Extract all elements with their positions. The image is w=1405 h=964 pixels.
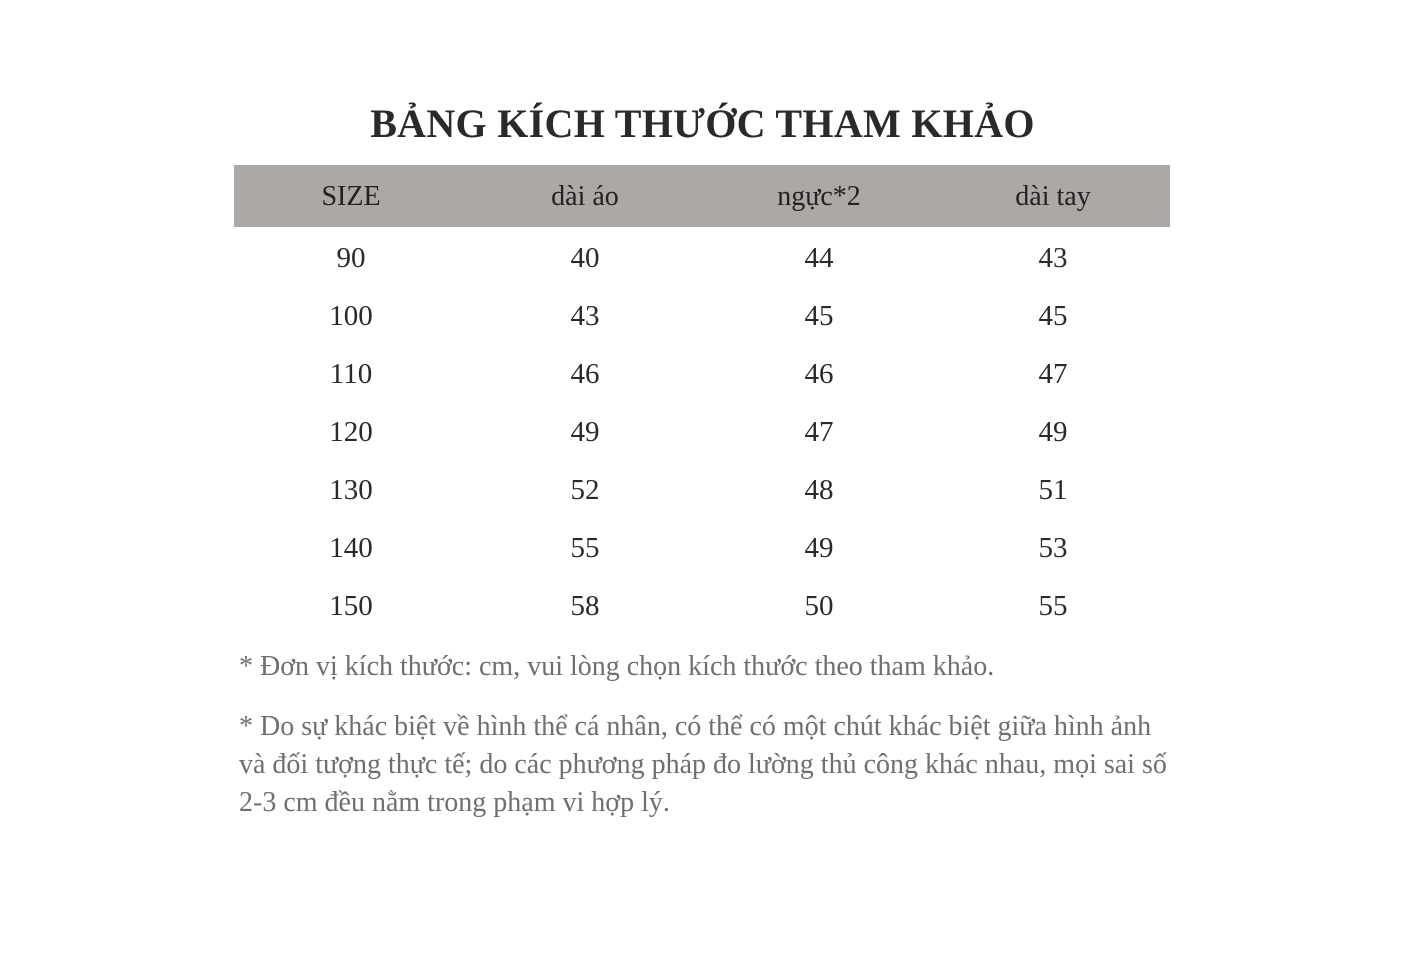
table-row (234, 519, 1170, 577)
table-cell: 46 (570, 357, 600, 390)
size-table (234, 165, 1170, 635)
table-cell: 50 (804, 589, 834, 622)
table-cell: 47 (804, 415, 834, 448)
table-cell: 45 (1038, 299, 1068, 332)
table-row (234, 229, 1170, 287)
table-cell: 49 (570, 415, 600, 448)
table-cell: 49 (1038, 415, 1068, 448)
table-header-row (234, 165, 1170, 227)
table-cell: 43 (570, 299, 600, 332)
note-tolerance: * Do sự khác biệt về hình thể cá nhân, có thể có một chút khác biệt giữa hình ảnh và đối tượng thực tế; do các phương pháp đo lường thủ công khác nhau, mọi sai số 2-3 cm đều nằm trong phạm vi hợp lý. (239, 711, 1167, 818)
table-body (234, 227, 1170, 635)
table-cell: 52 (570, 473, 600, 506)
header-cell-chest: ngực*2 (777, 181, 861, 212)
table-row (234, 577, 1170, 635)
table-cell: 55 (570, 531, 600, 564)
page-title: BẢNG KÍCH THƯỚC THAM KHẢO (370, 101, 1035, 146)
table-cell: 140 (329, 531, 373, 564)
table-cell: 110 (329, 357, 373, 390)
header-cell-sleeve: dài tay (1015, 181, 1091, 212)
table-cell: 53 (1038, 531, 1068, 564)
table-cell: 49 (804, 531, 834, 564)
table-cell: 90 (336, 241, 366, 274)
notes-section (239, 648, 1179, 844)
table-cell: 58 (570, 589, 600, 622)
table-cell: 47 (1038, 357, 1068, 390)
table-cell: 130 (329, 473, 373, 506)
table-cell: 55 (1038, 589, 1068, 622)
table-row (234, 287, 1170, 345)
table-cell: 100 (329, 299, 373, 332)
table-row (234, 403, 1170, 461)
table-cell: 44 (804, 241, 834, 274)
table-cell: 48 (804, 473, 834, 506)
header-cell-size: SIZE (321, 181, 381, 212)
table-cell: 45 (804, 299, 834, 332)
table-cell: 46 (804, 357, 834, 390)
table-cell: 51 (1038, 473, 1068, 506)
table-cell: 43 (1038, 241, 1068, 274)
note-unit: * Đơn vị kích thước: cm, vui lòng chọn kích thước theo tham khảo. (239, 651, 995, 682)
table-cell: 120 (329, 415, 373, 448)
table-cell: 150 (329, 589, 373, 622)
table-row (234, 345, 1170, 403)
header-cell-length: dài áo (551, 181, 619, 212)
table-row (234, 461, 1170, 519)
table-cell: 40 (570, 241, 600, 274)
